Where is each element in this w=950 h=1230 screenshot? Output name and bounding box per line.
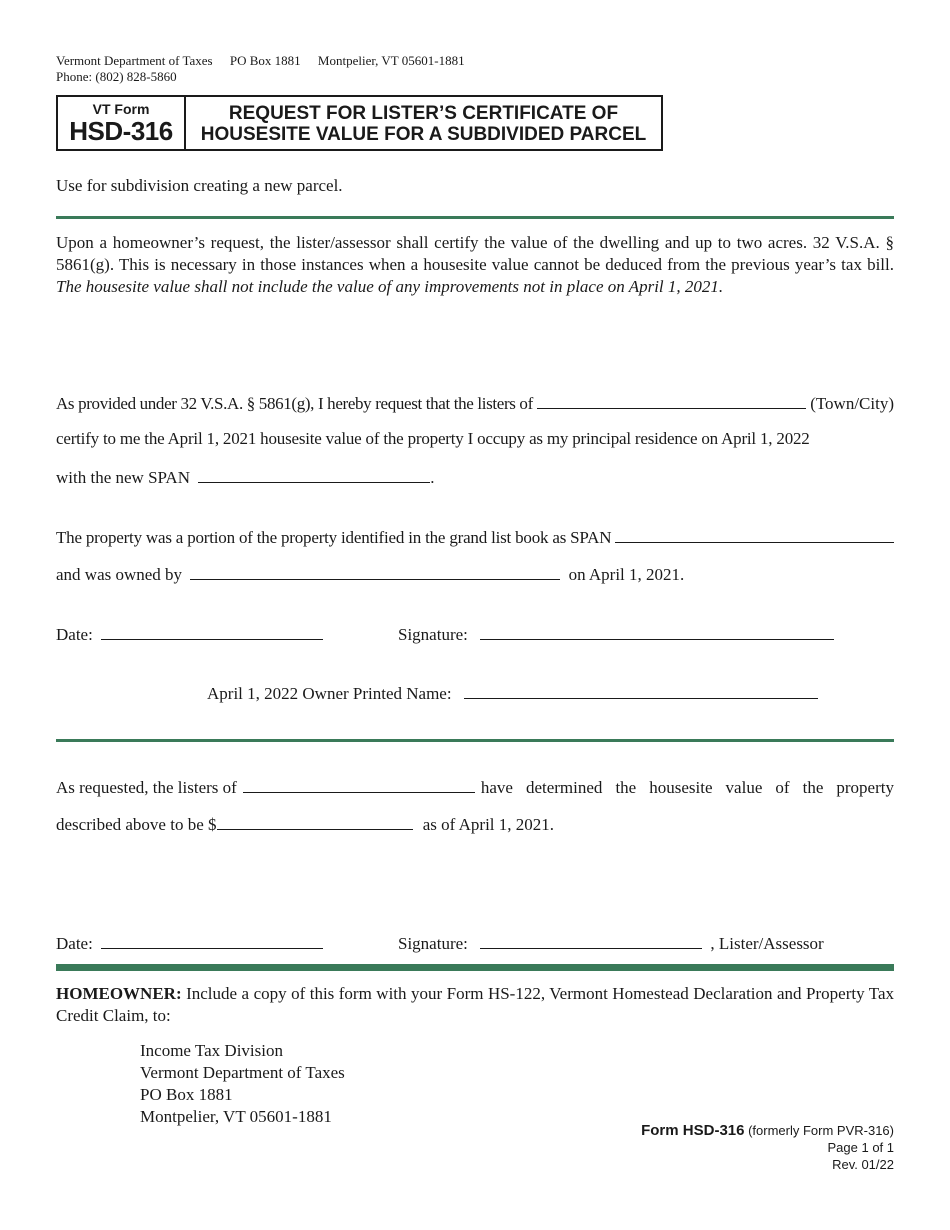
form-footer (641, 1122, 894, 1173)
lister-signature-field[interactable] (480, 932, 702, 949)
form-id-cell (58, 97, 186, 149)
lister-line-2 (56, 813, 554, 835)
owned-date-text: on April 1, 2021. (568, 565, 685, 584)
owner-printed-name-field[interactable] (464, 682, 818, 699)
previous-owner-field[interactable] (190, 563, 560, 580)
explanation-paragraph (56, 232, 894, 298)
explanation-italic: The housesite value shall not include the value of any improvements not in place on April 1, 2021. (56, 277, 724, 296)
original-span-label: The property was a portion of the property identified in the grand list book as SPAN (56, 528, 612, 547)
address-line-3: PO Box 1881 (140, 1085, 233, 1104)
footer-page: Page 1 of 1 (827, 1140, 894, 1155)
mailing-address (140, 1040, 345, 1128)
agency-name: Vermont Department of Taxes (56, 53, 213, 68)
footer-formerly: (formerly Form PVR-316) (744, 1123, 894, 1138)
form-title (186, 97, 661, 149)
homeowner-instruction-text: Include a copy of this form with your Form HS-122, Vermont Homestead Declaration and Property Tax Credit Claim, to: (56, 984, 894, 1025)
request-line-3 (56, 466, 434, 488)
owner-date-label: Date: (56, 625, 93, 644)
section-divider-thick (56, 964, 894, 971)
homeowner-label: HOMEOWNER: (56, 984, 182, 1003)
original-span-field[interactable] (615, 526, 894, 543)
housesite-value-field[interactable] (217, 813, 413, 830)
owner-printed-name-label: April 1, 2022 Owner Printed Name: (207, 684, 452, 703)
explanation-text: Upon a homeowner’s request, the lister/assessor shall certify the value of the dwelling and up to two acres. 32 V.S.A. § 5861(g). This is necessary in those instances when a housesite value cannot be deduced from the previous year’s tax bill. (56, 233, 894, 274)
owner-signature-field[interactable] (480, 623, 834, 640)
new-span-period: . (430, 468, 435, 487)
request-line-1 (56, 392, 894, 414)
lister-determined-text: have determined the housesite value of the property (480, 778, 894, 797)
agency-city: Montpelier, VT 05601-1881 (317, 53, 465, 68)
section-divider-2 (56, 739, 894, 742)
agency-pobox: PO Box 1881 (229, 53, 301, 68)
form-title-line2: HOUSESITE VALUE FOR A SUBDIVIDED PARCEL (200, 124, 647, 145)
town-city-label: (Town/City) (810, 394, 894, 413)
listers-of-label: As requested, the listers of (56, 778, 237, 797)
new-span-label: with the new SPAN (56, 468, 190, 487)
form-number: HSD-316 (69, 116, 173, 146)
request-line1-text: As provided under 32 V.S.A. § 5861(g), I hereby request that the listers of (56, 394, 533, 413)
owned-by-label: and was owned by (56, 565, 183, 584)
owner-date-row (56, 623, 323, 645)
form-title-box (56, 95, 663, 151)
request-line-2: certify to me the April 1, 2021 housesite value of the property I occupy as my principal residence on April 1, 2022 (56, 429, 810, 448)
owner-signature-label: Signature: (398, 625, 468, 644)
footer-revision: Rev. 01/22 (832, 1157, 894, 1172)
lister-date-label: Date: (56, 934, 93, 953)
owner-printed-name-row (207, 682, 818, 704)
lister-signature-label: Signature: (398, 934, 468, 953)
form-title-line1: REQUEST FOR LISTER’S CERTIFICATE OF (228, 103, 619, 124)
address-line-1: Income Tax Division (140, 1041, 283, 1060)
owner-date-field[interactable] (101, 623, 323, 640)
value-date-text: as of April 1, 2021. (422, 815, 555, 834)
property-line-2 (56, 563, 684, 585)
lister-signature-row (398, 932, 824, 954)
lister-line-1 (56, 776, 894, 798)
lister-town-field[interactable] (243, 776, 475, 793)
vt-form-label: VT Form (92, 101, 150, 117)
address-line-2: Vermont Department of Taxes (140, 1063, 345, 1082)
footer-form-number: Form HSD-316 (641, 1122, 745, 1139)
lister-date-field[interactable] (101, 932, 323, 949)
town-city-field[interactable] (537, 392, 806, 409)
lister-role-label: , Lister/Assessor (710, 934, 824, 953)
agency-phone: Phone: (802) 828-5860 (56, 69, 177, 84)
owner-signature-row (398, 623, 834, 645)
property-line-1 (56, 526, 894, 548)
lister-date-row (56, 932, 323, 954)
homeowner-instructions (56, 983, 894, 1027)
address-line-4: Montpelier, VT 05601-1881 (140, 1107, 332, 1126)
new-span-field[interactable] (198, 466, 430, 483)
section-divider (56, 216, 894, 219)
agency-address (56, 53, 479, 85)
housesite-value-label: described above to be $ (56, 815, 217, 834)
intro-text: Use for subdivision creating a new parcel. (56, 176, 343, 195)
